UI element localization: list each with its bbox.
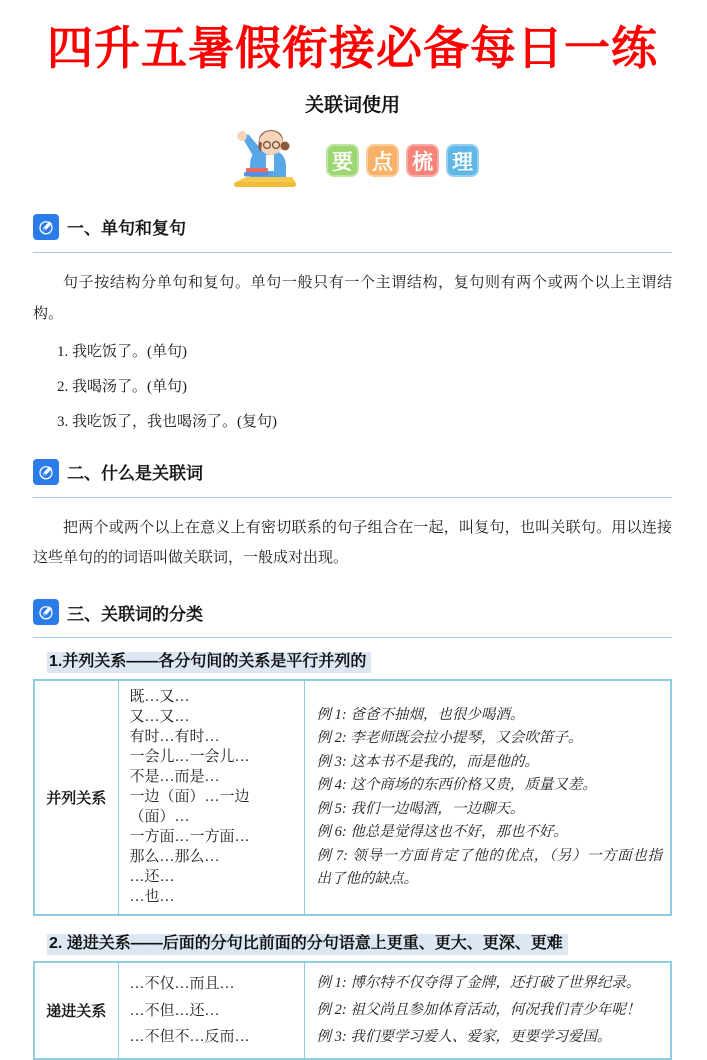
table-row bbox=[34, 962, 671, 1058]
example-line: 例 1: 爸爸不抽烟，也很少喝酒。 bbox=[316, 706, 525, 723]
example-line: 例 3: 我们要学习爱人、爱家，更要学习爱国。 bbox=[316, 1029, 612, 1046]
example-sentence: 3. 我吃饭了，我也喝汤了。(复句) bbox=[57, 413, 277, 430]
section-header-2 bbox=[33, 459, 672, 485]
example-line: 例 7: 领导一方面肯定了他的优点，（另）一方面也指出了他的缺点。 bbox=[316, 847, 662, 888]
studying-kid-illustration bbox=[226, 121, 318, 200]
section-title: 一、单句和复句 bbox=[67, 219, 186, 239]
relation-name-cell: 并列关系 bbox=[34, 680, 118, 915]
relation-name-cell: 递进关系 bbox=[34, 962, 118, 1058]
pattern-line: …不但不…反而… bbox=[129, 1028, 250, 1045]
badge-tile: 梳 bbox=[406, 144, 439, 177]
pattern-line: 有时…有时… bbox=[129, 729, 220, 746]
section-title: 二、什么是关联词 bbox=[67, 464, 203, 484]
example-sentence: 1. 我吃饭了。(单句) bbox=[57, 344, 187, 361]
examples-cell bbox=[304, 962, 671, 1058]
key-points-banner bbox=[33, 123, 672, 199]
page-subtitle: 关联词使用 bbox=[304, 94, 400, 116]
example-line: 例 3: 这本书不是我的，而是他的。 bbox=[316, 753, 539, 770]
pattern-line: 一会儿…一会儿… bbox=[129, 748, 250, 765]
page-title: 四升五暑假衔接必备每日一练 bbox=[47, 22, 658, 74]
worksheet-page bbox=[0, 22, 707, 1046]
badge-tile: 理 bbox=[446, 144, 479, 177]
example-line: 例 2: 祖父尚且参加体育活动，何况我们青少年呢！ bbox=[316, 1002, 641, 1019]
paragraph: 句子按结构分单句和复句。单句一般只有一个主谓结构，复句则有两个或两个以上主谓结构。 bbox=[33, 274, 672, 322]
badge-tile: 点 bbox=[366, 144, 399, 177]
section-divider bbox=[33, 252, 672, 253]
table-row bbox=[34, 680, 671, 915]
relation-table-parallel bbox=[33, 679, 672, 916]
pattern-line: …不但…还… bbox=[129, 1002, 220, 1019]
example-line: 例 5: 我们一边喝酒，一边聊天。 bbox=[316, 800, 525, 817]
pattern-line: 那么…那么… bbox=[129, 848, 220, 865]
pattern-line: 一方面…一方面… bbox=[129, 828, 250, 845]
pattern-line: 不是…而是… bbox=[129, 768, 220, 785]
section-header-3 bbox=[33, 599, 672, 625]
section-divider bbox=[33, 497, 672, 498]
example-line: 例 6: 他总是觉得这也不好，那也不好。 bbox=[316, 824, 568, 841]
pen-icon bbox=[33, 459, 59, 485]
pattern-line: …也… bbox=[129, 888, 175, 905]
badge-tiles bbox=[326, 144, 479, 177]
classification-caption-2: 2. 递进关系——后面的分句比前面的分句语意上更重、更大、更深、更难 bbox=[47, 934, 568, 955]
pen-icon bbox=[33, 214, 59, 240]
examples-cell bbox=[304, 680, 671, 915]
example-sentence-list bbox=[33, 342, 672, 433]
classification-caption-1: 1.并列关系——各分句间的关系是平行并列的 bbox=[47, 652, 371, 673]
example-line: 例 2: 李老师既会拉小提琴，又会吹笛子。 bbox=[316, 730, 583, 747]
paragraph: 把两个或两个以上在意义上有密切联系的句子组合在一起，叫复句，也叫关联句。用以连接这些单句的的词语叫做关联词，一般成对出现。 bbox=[33, 519, 672, 567]
pen-icon bbox=[33, 599, 59, 625]
patterns-cell bbox=[118, 680, 304, 915]
pattern-line: …还… bbox=[129, 868, 175, 885]
pattern-line: …不仅…而且… bbox=[129, 976, 235, 993]
pattern-line: 既…又… bbox=[129, 689, 190, 706]
section-header-1 bbox=[33, 214, 672, 240]
badge-tile: 要 bbox=[326, 144, 359, 177]
relation-table-progressive bbox=[33, 961, 672, 1059]
patterns-cell bbox=[118, 962, 304, 1058]
pattern-line: 一边（面）…一边（面）… bbox=[129, 788, 250, 825]
section-title: 三、关联词的分类 bbox=[67, 604, 203, 624]
example-line: 例 1: 博尔特不仅夺得了金牌，还打破了世界纪录。 bbox=[316, 975, 641, 992]
example-sentence: 2. 我喝汤了。(单句) bbox=[57, 379, 187, 396]
example-line: 例 4: 这个商场的东西价格又贵，质量又差。 bbox=[316, 777, 597, 794]
pattern-line: 又…又… bbox=[129, 709, 190, 726]
